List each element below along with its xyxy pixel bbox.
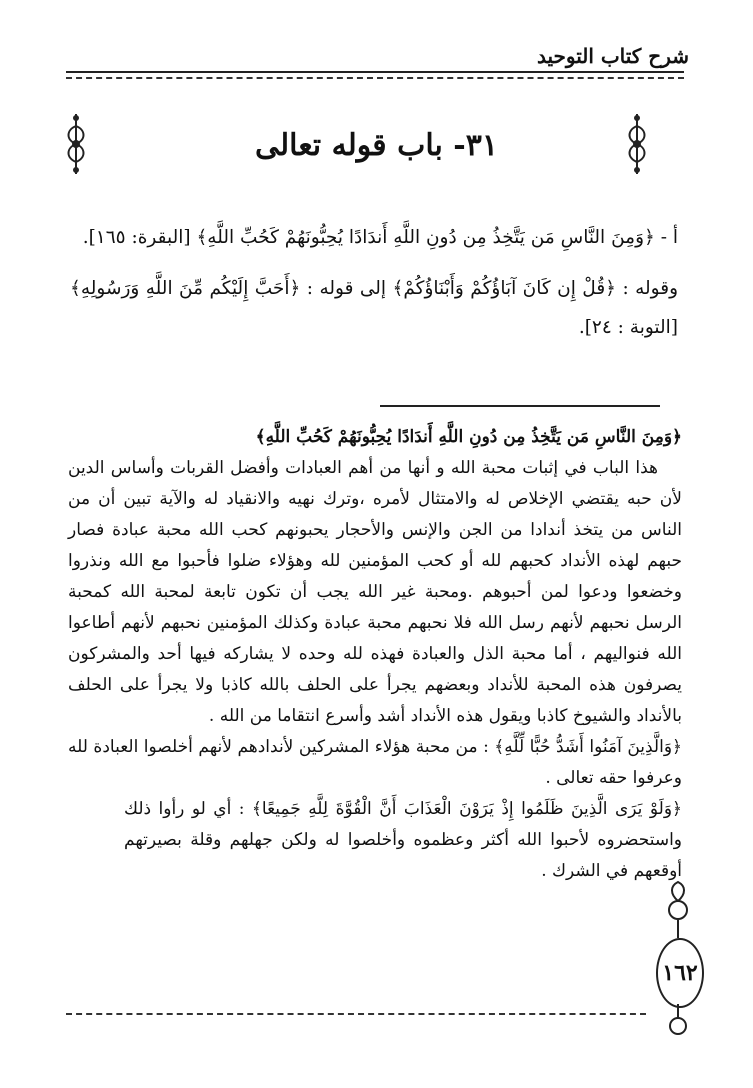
page-number: ١٦٢ bbox=[656, 938, 704, 1008]
header-rule bbox=[66, 71, 684, 73]
commentary-paragraph: ﴿وَمِنَ النَّاسِ مَن يَتَّخِذُ مِن دُونِ اللَّهِ أَندَادًا يُحِبُّونَهُمْ كَحُبِّ اللَّهِ﴾ bbox=[255, 427, 682, 447]
chapter-title: ٣١- باب قوله تعالى bbox=[255, 128, 498, 163]
verse-paragraph: أ - ﴿وَمِنَ النَّاسِ مَن يَتَّخِذُ مِن دُونِ اللَّهِ أَندَادًا يُحِبُّونَهُمْ كَحُبِّ اللَّهِ﴾ [البقرة: ١٦٥]. bbox=[82, 227, 678, 248]
intro-section bbox=[70, 218, 678, 347]
page-number-ornament-icon bbox=[662, 880, 694, 938]
commentary-paragraph: ﴿وَلَوْ يَرَى الَّذِينَ ظَلَمُوا إِذْ يَرَوْنَ الْعَذَابَ أَنَّ الْقُوَّةَ لِلَّهِ جَمِيعًا﴾ : أي لو رأوا ذلك واستحضروه لأحبوا الله أكثر وعظموه وأخلصوا له ولكن جهلهم وقلة بصيرتهم أوقعهم في الشرك . bbox=[124, 799, 682, 881]
verse-paragraph: وقوله : ﴿قُلْ إِن كَانَ آبَاؤُكُمْ وَأَبْنَاؤُكُمْ﴾ إلى قوله : ﴿أَحَبَّ إِلَيْكُم مِّنَ اللَّهِ وَرَسُولِهِ﴾ [التوبة : ٢٤]. bbox=[70, 278, 678, 338]
commentary-paragraph: ﴿وَالَّذِينَ آمَنُوا أَشَدُّ حُبًّا لِّلَّهِ﴾ : من محبة هؤلاء المشركين لأندادهم لأنهم أخلصوا العبادة لله وعرفوا حقه تعالى . bbox=[68, 737, 682, 788]
commentary-paragraph: هذا الباب في إثبات محبة الله و أنها من أهم العبادات وأفضل القربات وأساس الدين لأن حبه يقتضي الإخلاص له والامتثال لأمره ،وترك نهيه والانقياد له والآية تبين أن من الناس من يتخذ أندادا من الجن والإنس والأحجار يحبونهم كحب الله محبة عبادة فصار حبهم لهذه الأنداد كحبهم لله أو كحب المؤمنين لله وهؤلاء ضلوا فأحبوا مع الله ونذروا وخضعوا ودعوا لمن أحبوهم .ومحبة غير الله يجب أن تكون تابعة لمحبة الله كمحبة الرسل نحبهم لأنهم رسل الله فلا نحبهم محبة عبادة وكذلك المؤمنين نحبهم لأنهم أطاعوا الله فنواليهم ، أما محبة الذل والعبادة فهذه لله وحده لا يشاركه فيها أحد والمشركون يصرفون هذه المحبة للأنداد وبعضهم يجرأ على الحلف بالله كاذبا ولا يجرأ على الحلف بالأنداد والشيوخ كاذبا ويقول هذه الأنداد أشد وأسرع انتقاما من الله . bbox=[68, 458, 682, 726]
footer-dashed-rule bbox=[66, 1013, 646, 1015]
commentary-section bbox=[68, 422, 682, 887]
page-number-ornament-bottom-icon bbox=[662, 1004, 694, 1044]
section-divider bbox=[380, 405, 660, 407]
header-dashed-rule bbox=[66, 77, 684, 79]
book-title: شرح كتاب التوحيد bbox=[536, 44, 689, 68]
